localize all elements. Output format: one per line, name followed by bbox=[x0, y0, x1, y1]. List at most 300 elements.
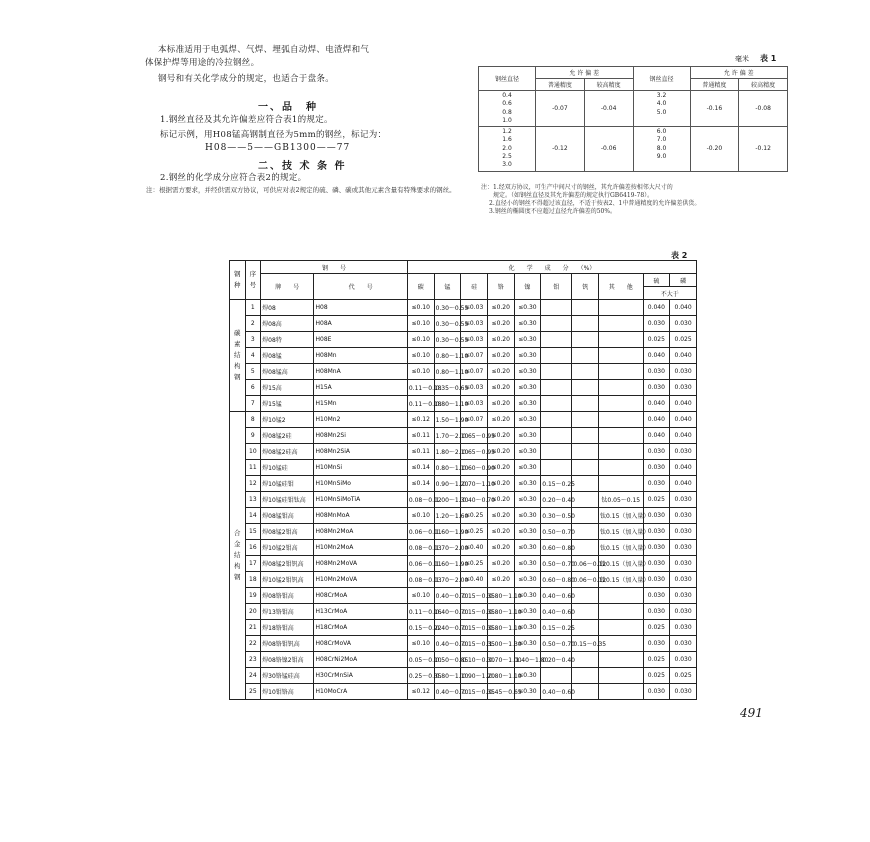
table-1-header-diameter-2: 钢丝直径 bbox=[633, 67, 690, 91]
table-cell-mo: 0.40～0.60 bbox=[541, 604, 572, 620]
table-cell-s: 0.030 bbox=[643, 444, 670, 460]
table-2-header-c: 碳 bbox=[407, 274, 434, 300]
table-cell-si: ≤0.03 bbox=[461, 316, 488, 332]
table-cell-s: 0.040 bbox=[643, 412, 670, 428]
table-cell-grade-code: H13CrMoA bbox=[314, 604, 407, 620]
table-cell-v bbox=[572, 364, 599, 380]
table-cell-c: ≤0.10 bbox=[407, 508, 434, 524]
table-cell-p: 0.030 bbox=[670, 508, 697, 524]
table-cell-p: 0.030 bbox=[670, 652, 697, 668]
table-cell-s: 0.025 bbox=[643, 668, 670, 684]
table-cell-seq: 22 bbox=[245, 636, 261, 652]
table-cell-grade-cn: 焊08 bbox=[261, 300, 314, 316]
table-cell-mn: 1.00～1.30 bbox=[434, 492, 461, 508]
table-1-header-normal-2: 普通精度 bbox=[690, 79, 739, 91]
table-cell-c: ≤0.10 bbox=[407, 636, 434, 652]
table-cell-ni: ≤0.30 bbox=[514, 572, 541, 588]
table-cell-ni: ≤0.30 bbox=[514, 332, 541, 348]
table-cell-c: ≤0.12 bbox=[407, 412, 434, 428]
section-1-formula: H08——5——GB1300——77 bbox=[205, 143, 351, 153]
table-cell-mn: 0.30～0.55 bbox=[434, 332, 461, 348]
table-1-header-high: 较高精度 bbox=[584, 79, 633, 91]
table-cell-mn: 0.30～0.55 bbox=[434, 300, 461, 316]
table-cell-grade-cn: 焊10锰硅 bbox=[261, 460, 314, 476]
table-1-notes bbox=[481, 184, 700, 216]
table-row bbox=[230, 604, 697, 620]
table-1-note-2: 2.直径小的钢丝不得超过该直径，不适于按表2、1中普通精度的允许偏差供货。 bbox=[489, 200, 701, 207]
table-cell-o: 钛0.15（加入量） bbox=[599, 556, 643, 572]
table-cell-o: 钛0.15（加入量） bbox=[599, 572, 643, 588]
table-cell-v: 0.15～0.35 bbox=[572, 636, 599, 652]
table-cell-cr: ≤0.20 bbox=[487, 396, 514, 412]
table-cell-mn: 0.50～0.85 bbox=[434, 652, 461, 668]
table-cell-v bbox=[572, 508, 599, 524]
table-cell-mn: 0.30～0.55 bbox=[434, 316, 461, 332]
table-cell-c: 0.08～0.13 bbox=[407, 572, 434, 588]
table-cell-si: ≤0.03 bbox=[461, 332, 488, 348]
table-cell-grade-cn: 焊08锰2钼高 bbox=[261, 524, 314, 540]
table-cell-p: 0.040 bbox=[670, 460, 697, 476]
table-cell-s: 0.040 bbox=[643, 428, 670, 444]
table-cell-seq: 17 bbox=[245, 556, 261, 572]
table-cell-grade-cn: 焊08锰高 bbox=[261, 364, 314, 380]
table-cell-si: 0.10～0.30 bbox=[461, 652, 488, 668]
table-cell-mo bbox=[541, 412, 572, 428]
table-cell-mn: 1.60～1.90 bbox=[434, 524, 461, 540]
table-cell-s: 0.025 bbox=[643, 492, 670, 508]
table-cell-cr: ≤0.20 bbox=[487, 444, 514, 460]
table-cell-ni: ≤0.30 bbox=[514, 604, 541, 620]
table-cell-si: ≤0.25 bbox=[461, 524, 488, 540]
table-cell-v bbox=[572, 460, 599, 476]
table-cell-p: 0.040 bbox=[670, 412, 697, 428]
table-1-group-a-diameters: 0.4 0.6 0.8 1.0 bbox=[479, 91, 536, 127]
table-2-header-not-more: 不大于 bbox=[643, 287, 696, 300]
table-cell-ni: ≤0.30 bbox=[514, 556, 541, 572]
table-cell-c: 0.06～0.11 bbox=[407, 556, 434, 572]
table-cell-seq: 12 bbox=[245, 476, 261, 492]
table-cell-v bbox=[572, 316, 599, 332]
table-1-header-high-2: 较高精度 bbox=[739, 79, 788, 91]
table-cell-seq: 21 bbox=[245, 620, 261, 636]
table-cell-cr: ≤0.20 bbox=[487, 556, 514, 572]
table-cell-o bbox=[599, 300, 643, 316]
table-cell-o bbox=[599, 604, 643, 620]
table-cell-s: 0.025 bbox=[643, 620, 670, 636]
table-cell-o bbox=[599, 444, 643, 460]
table-cell-grade-code: H10MnSiMo bbox=[314, 476, 407, 492]
table-2-header-chem: 化 学 成 分 （%） bbox=[407, 261, 696, 274]
table-1-group-d-normal: -0.20 bbox=[690, 127, 739, 171]
table-cell-grade-code: H10Mn2 bbox=[314, 412, 407, 428]
table-cell-seq: 10 bbox=[245, 444, 261, 460]
table-cell-cr: 0.80～1.10 bbox=[487, 604, 514, 620]
table-cell-s: 0.030 bbox=[643, 380, 670, 396]
table-cell-ni: ≤0.30 bbox=[514, 524, 541, 540]
table-row bbox=[230, 396, 697, 412]
table-cell-cr: ≤0.20 bbox=[487, 412, 514, 428]
table-2-header-mn: 锰 bbox=[434, 274, 461, 300]
table-cell-s: 0.030 bbox=[643, 316, 670, 332]
table-cell-mo bbox=[541, 444, 572, 460]
table-cell-s: 0.030 bbox=[643, 508, 670, 524]
table-cell-v bbox=[572, 332, 599, 348]
table-cell-seq: 24 bbox=[245, 668, 261, 684]
table-row bbox=[230, 556, 697, 572]
intro-line-2: 体保护焊等用途的冷拉钢丝。 bbox=[145, 58, 260, 68]
table-cell-seq: 23 bbox=[245, 652, 261, 668]
table-cell-mn: 0.40～0.70 bbox=[434, 636, 461, 652]
table-cell-p: 0.030 bbox=[670, 556, 697, 572]
table-1-group-b-high: -0.06 bbox=[584, 127, 633, 171]
table-cell-o bbox=[599, 428, 643, 444]
table-cell-v bbox=[572, 540, 599, 556]
table-cell-mo: 0.20～0.40 bbox=[541, 492, 572, 508]
table-row bbox=[230, 380, 697, 396]
table-cell-grade-code: H15Mn bbox=[314, 396, 407, 412]
table-cell-si: 0.15～0.35 bbox=[461, 620, 488, 636]
table-cell-si: 0.65～0.95 bbox=[461, 444, 488, 460]
table-2-category-alloy: 合金结构钢 bbox=[230, 412, 246, 700]
table-cell-grade-code: H10Mn2MoVA bbox=[314, 572, 407, 588]
table-1-header-deviation: 允 许 偏 差 bbox=[536, 67, 634, 79]
table-cell-p: 0.030 bbox=[670, 524, 697, 540]
table-cell-seq: 4 bbox=[245, 348, 261, 364]
table-cell-cr: ≤0.20 bbox=[487, 332, 514, 348]
table-cell-v: 0.06～0.12 bbox=[572, 556, 599, 572]
table-row bbox=[230, 428, 697, 444]
table-cell-v bbox=[572, 620, 599, 636]
table-cell-v bbox=[572, 684, 599, 700]
table-cell-o bbox=[599, 316, 643, 332]
table-cell-seq: 11 bbox=[245, 460, 261, 476]
table-cell-cr: 0.80～1.10 bbox=[487, 588, 514, 604]
table-cell-mo: 0.50～0.70 bbox=[541, 636, 572, 652]
table-cell-mo: 0.15～0.25 bbox=[541, 620, 572, 636]
table-cell-v bbox=[572, 668, 599, 684]
table-cell-c: 0.08～0.12 bbox=[407, 492, 434, 508]
table-cell-grade-cn: 焊18铬钼高 bbox=[261, 620, 314, 636]
table-cell-mo bbox=[541, 364, 572, 380]
table-cell-v bbox=[572, 492, 599, 508]
table-cell-si: 0.40～0.70 bbox=[461, 492, 488, 508]
table-cell-ni: ≤0.30 bbox=[514, 476, 541, 492]
table-cell-c: 0.15～0.22 bbox=[407, 620, 434, 636]
table-cell-si: 0.65～0.95 bbox=[461, 428, 488, 444]
table-row bbox=[230, 492, 697, 508]
table-cell-ni: ≤0.30 bbox=[514, 540, 541, 556]
table-cell-s: 0.030 bbox=[643, 556, 670, 572]
table-cell-v bbox=[572, 444, 599, 460]
table-cell-ni: ≤0.30 bbox=[514, 636, 541, 652]
table-row bbox=[230, 668, 697, 684]
table-cell-ni: ≤0.30 bbox=[514, 588, 541, 604]
table-cell-grade-code: H15A bbox=[314, 380, 407, 396]
table-cell-grade-cn: 焊08锰2硅高 bbox=[261, 444, 314, 460]
table-cell-p: 0.030 bbox=[670, 316, 697, 332]
table-row bbox=[230, 508, 697, 524]
table-cell-cr: ≤0.20 bbox=[487, 460, 514, 476]
table-cell-mn: 0.80～1.10 bbox=[434, 668, 461, 684]
table-cell-grade-cn: 焊08锰 bbox=[261, 348, 314, 364]
table-cell-p: 0.030 bbox=[670, 380, 697, 396]
table-cell-s: 0.030 bbox=[643, 364, 670, 380]
table-cell-mo bbox=[541, 380, 572, 396]
table-cell-s: 0.040 bbox=[643, 396, 670, 412]
table-cell-mo: 0.40～0.60 bbox=[541, 684, 572, 700]
table-cell-seq: 15 bbox=[245, 524, 261, 540]
table-cell-grade-cn: 焊10锰2钼高 bbox=[261, 540, 314, 556]
table-cell-o: 钛0.05～0.15 bbox=[599, 492, 643, 508]
table-2-header-seq: 序号 bbox=[245, 261, 261, 300]
table-cell-p: 0.030 bbox=[670, 444, 697, 460]
table-2-header-steel-type: 钢种 bbox=[230, 261, 246, 300]
table-cell-cr: ≤0.20 bbox=[487, 380, 514, 396]
table-row bbox=[230, 476, 697, 492]
table-cell-si: 0.60～0.90 bbox=[461, 460, 488, 476]
table-row bbox=[230, 652, 697, 668]
table-2-header-s: 硫 bbox=[643, 274, 670, 287]
table-cell-mn: 0.90～1.20 bbox=[434, 476, 461, 492]
table-cell-seq: 8 bbox=[245, 412, 261, 428]
table-2 bbox=[229, 260, 697, 700]
table-row bbox=[230, 572, 697, 588]
table-cell-s: 0.025 bbox=[643, 652, 670, 668]
table-cell-cr: ≤0.20 bbox=[487, 476, 514, 492]
table-row bbox=[230, 332, 697, 348]
table-cell-p: 0.030 bbox=[670, 684, 697, 700]
table-cell-o bbox=[599, 364, 643, 380]
table-1-group-a-normal: -0.07 bbox=[536, 91, 585, 127]
table-cell-si: 0.15～0.35 bbox=[461, 588, 488, 604]
table-cell-seq: 9 bbox=[245, 428, 261, 444]
table-cell-grade-code: H10Mn2MoA bbox=[314, 540, 407, 556]
table-cell-ni: ≤0.30 bbox=[514, 396, 541, 412]
table-cell-mn: 0.40～0.70 bbox=[434, 620, 461, 636]
table-cell-v bbox=[572, 380, 599, 396]
table-cell-s: 0.040 bbox=[643, 300, 670, 316]
table-cell-grade-cn: 焊08锰钼高 bbox=[261, 508, 314, 524]
table-2-header-mo: 钼 bbox=[541, 274, 572, 300]
table-cell-grade-code: H08CrMoVA bbox=[314, 636, 407, 652]
table-2-category-carbon: 碳素结构钢 bbox=[230, 300, 246, 412]
table-cell-grade-code: H10MnSi bbox=[314, 460, 407, 476]
table-cell-mo bbox=[541, 316, 572, 332]
table-cell-grade-cn: 焊08铬钼高 bbox=[261, 588, 314, 604]
table-2-header-si: 硅 bbox=[461, 274, 488, 300]
table-cell-p: 0.030 bbox=[670, 620, 697, 636]
table-cell-grade-code: H18CrMoA bbox=[314, 620, 407, 636]
table-cell-s: 0.030 bbox=[643, 604, 670, 620]
table-cell-si: ≤0.07 bbox=[461, 412, 488, 428]
table-cell-v bbox=[572, 412, 599, 428]
table-cell-c: ≤0.10 bbox=[407, 348, 434, 364]
table-cell-ni: ≤0.30 bbox=[514, 668, 541, 684]
table-cell-p: 0.030 bbox=[670, 540, 697, 556]
section-1-example: 标记示例，用H08锰高钢制直径为5mm的钢丝，标记为： bbox=[160, 130, 387, 140]
table-cell-mn: 0.80～1.10 bbox=[434, 396, 461, 412]
table-cell-si: 0.90～1.20 bbox=[461, 668, 488, 684]
table-cell-grade-code: H10MoCrA bbox=[314, 684, 407, 700]
table-cell-p: 0.030 bbox=[670, 364, 697, 380]
table-cell-seq: 18 bbox=[245, 572, 261, 588]
table-cell-s: 0.030 bbox=[643, 572, 670, 588]
table-cell-ni: ≤0.30 bbox=[514, 620, 541, 636]
table-cell-si: ≤0.07 bbox=[461, 364, 488, 380]
table-cell-v bbox=[572, 476, 599, 492]
table-cell-cr: 0.45～0.65 bbox=[487, 684, 514, 700]
table-row bbox=[230, 540, 697, 556]
table-1-group-c-normal: -0.16 bbox=[690, 91, 739, 127]
table-cell-cr: 0.70～1.00 bbox=[487, 652, 514, 668]
table-cell-p: 0.030 bbox=[670, 604, 697, 620]
table-cell-si: 0.15～0.35 bbox=[461, 684, 488, 700]
table-cell-grade-cn: 焊08高 bbox=[261, 316, 314, 332]
table-cell-cr: ≤0.20 bbox=[487, 492, 514, 508]
table-cell-grade-code: H08CrNi2MoA bbox=[314, 652, 407, 668]
table-cell-o bbox=[599, 348, 643, 364]
table-cell-c: ≤0.10 bbox=[407, 316, 434, 332]
table-cell-ni: ≤0.30 bbox=[514, 444, 541, 460]
table-cell-mn: 1.80～2.10 bbox=[434, 444, 461, 460]
table-cell-o: 钛0.15（加入量） bbox=[599, 508, 643, 524]
table-cell-s: 0.030 bbox=[643, 588, 670, 604]
table-cell-c: 0.06～0.11 bbox=[407, 524, 434, 540]
table-cell-o bbox=[599, 652, 643, 668]
table-cell-cr: ≤0.20 bbox=[487, 572, 514, 588]
table-cell-ni: ≤0.30 bbox=[514, 364, 541, 380]
table-cell-s: 0.030 bbox=[643, 476, 670, 492]
table-cell-mo bbox=[541, 348, 572, 364]
table-cell-p: 0.040 bbox=[670, 428, 697, 444]
table-cell-c: ≤0.11 bbox=[407, 428, 434, 444]
table-cell-cr: 0.80～1.10 bbox=[487, 620, 514, 636]
table-cell-c: 0.05～0.10 bbox=[407, 652, 434, 668]
table-cell-mo: 0.60～0.80 bbox=[541, 540, 572, 556]
section-2-item-2: 2.钢丝的化学成分应符合表2的规定。 bbox=[160, 173, 307, 183]
table-cell-grade-code: H08Mn bbox=[314, 348, 407, 364]
table-cell-seq: 19 bbox=[245, 588, 261, 604]
table-cell-grade-code: H08E bbox=[314, 332, 407, 348]
table-1-note-1b: 规定。（如钢丝直径及其允许偏差的规定执行GB6419-78）。 bbox=[493, 192, 654, 199]
table-cell-grade-cn: 焊15锰 bbox=[261, 396, 314, 412]
table-cell-si: ≤0.40 bbox=[461, 572, 488, 588]
table-cell-grade-cn: 焊13铬钼高 bbox=[261, 604, 314, 620]
table-cell-ni: ≤0.30 bbox=[514, 492, 541, 508]
table-cell-seq: 2 bbox=[245, 316, 261, 332]
table-cell-o bbox=[599, 620, 643, 636]
table-cell-mn: 1.60～1.90 bbox=[434, 556, 461, 572]
table-cell-cr: ≤0.20 bbox=[487, 428, 514, 444]
table-cell-c: ≤0.10 bbox=[407, 364, 434, 380]
table-cell-mo: 0.20～0.40 bbox=[541, 652, 572, 668]
table-cell-s: 0.030 bbox=[643, 540, 670, 556]
table-cell-s: 0.030 bbox=[643, 684, 670, 700]
table-row bbox=[230, 364, 697, 380]
table-cell-mo bbox=[541, 668, 572, 684]
table-cell-p: 0.030 bbox=[670, 588, 697, 604]
table-cell-c: 0.25～0.35 bbox=[407, 668, 434, 684]
table-1-group-c-high: -0.08 bbox=[739, 91, 788, 127]
table-row bbox=[230, 636, 697, 652]
table-cell-v bbox=[572, 524, 599, 540]
table-cell-seq: 7 bbox=[245, 396, 261, 412]
table-2-label: 表 2 bbox=[671, 251, 688, 260]
table-cell-mn: 0.80～1.10 bbox=[434, 364, 461, 380]
table-cell-p: 0.040 bbox=[670, 300, 697, 316]
table-1-group-c-diameters: 3.2 4.0 5.0 bbox=[633, 91, 690, 127]
table-cell-v bbox=[572, 348, 599, 364]
table-cell-grade-code: H08A bbox=[314, 316, 407, 332]
table-cell-grade-code: H10MnSiMoTiA bbox=[314, 492, 407, 508]
table-cell-c: ≤0.14 bbox=[407, 476, 434, 492]
table-cell-p: 0.030 bbox=[670, 492, 697, 508]
table-cell-grade-code: H30CrMnSiA bbox=[314, 668, 407, 684]
table-cell-si: ≤0.40 bbox=[461, 540, 488, 556]
table-cell-seq: 13 bbox=[245, 492, 261, 508]
table-cell-grade-cn: 焊10锰硅钼钛高 bbox=[261, 492, 314, 508]
table-cell-c: ≤0.11 bbox=[407, 444, 434, 460]
table-cell-si: 0.70～1.10 bbox=[461, 476, 488, 492]
table-cell-grade-cn: 焊10锰2钼钒高 bbox=[261, 572, 314, 588]
table-cell-c: ≤0.14 bbox=[407, 460, 434, 476]
section-1-item-1: 1.钢丝直径及其允许偏差应符合表1的规定。 bbox=[160, 115, 333, 125]
table-cell-cr: ≤0.20 bbox=[487, 364, 514, 380]
table-1-group-d-high: -0.12 bbox=[739, 127, 788, 171]
table-cell-si: 0.15～0.35 bbox=[461, 636, 488, 652]
table-cell-mo: 0.50～0.70 bbox=[541, 524, 572, 540]
table-cell-ni: ≤0.30 bbox=[514, 348, 541, 364]
table-cell-mo bbox=[541, 332, 572, 348]
table-cell-mo bbox=[541, 300, 572, 316]
table-cell-grade-cn: 焊08铬钼钒高 bbox=[261, 636, 314, 652]
section-2-note: 注：根据需方要求，并经供需双方协议，可供应对表2规定的硫、磷、碳或其他元素含量有特殊要求的钢丝。 bbox=[146, 186, 456, 194]
table-cell-ni: ≤0.30 bbox=[514, 300, 541, 316]
table-cell-cr: 0.80～1.10 bbox=[487, 668, 514, 684]
table-cell-c: ≤0.10 bbox=[407, 332, 434, 348]
table-cell-ni: ≤0.30 bbox=[514, 412, 541, 428]
table-cell-mo: 0.50～0.70 bbox=[541, 556, 572, 572]
table-cell-c: 0.11～0.16 bbox=[407, 604, 434, 620]
table-row bbox=[230, 620, 697, 636]
table-cell-mo bbox=[541, 428, 572, 444]
table-cell-si: ≤0.03 bbox=[461, 380, 488, 396]
table-cell-grade-code: H08Mn2SiA bbox=[314, 444, 407, 460]
table-cell-p: 0.040 bbox=[670, 396, 697, 412]
table-2-header-v: 钒 bbox=[572, 274, 599, 300]
table-cell-o bbox=[599, 588, 643, 604]
table-cell-mn: 1.70～2.00 bbox=[434, 540, 461, 556]
table-cell-grade-code: H08MnA bbox=[314, 364, 407, 380]
table-cell-seq: 14 bbox=[245, 508, 261, 524]
table-cell-grade-code: H08Mn2Si bbox=[314, 428, 407, 444]
table-cell-o bbox=[599, 412, 643, 428]
table-1-header-diameter: 钢丝直径 bbox=[479, 67, 536, 91]
table-2-header-grade: 钢 号 bbox=[261, 261, 408, 274]
table-cell-grade-cn: 焊10锰硅钼 bbox=[261, 476, 314, 492]
table-1-unit: 毫米 bbox=[735, 55, 749, 63]
table-cell-c: 0.08～0.13 bbox=[407, 540, 434, 556]
table-cell-seq: 3 bbox=[245, 332, 261, 348]
table-cell-p: 0.040 bbox=[670, 476, 697, 492]
table-cell-grade-cn: 焊30铬锰硅高 bbox=[261, 668, 314, 684]
table-cell-grade-code: H08 bbox=[314, 300, 407, 316]
table-row bbox=[230, 460, 697, 476]
table-cell-o: 钛0.15（加入量） bbox=[599, 524, 643, 540]
table-1-header-normal: 普通精度 bbox=[536, 79, 585, 91]
table-row bbox=[230, 684, 697, 700]
intro-line-1: 本标准适用于电弧焊、气焊、埋弧自动焊、电渣焊和气 bbox=[158, 45, 370, 55]
